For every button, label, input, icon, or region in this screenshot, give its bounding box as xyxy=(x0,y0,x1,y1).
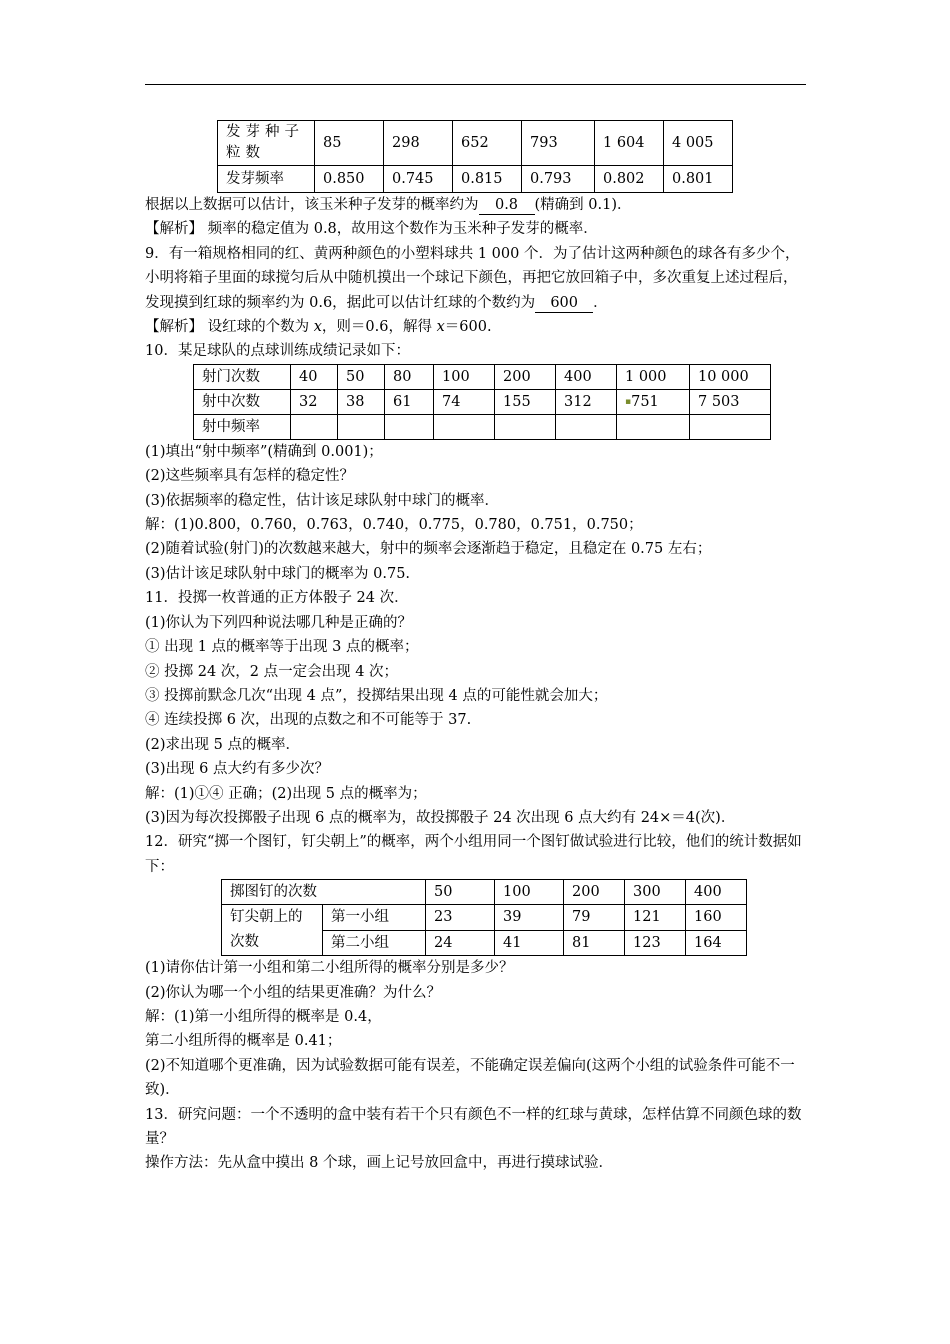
q10-line: (2)随着试验(射门)的次数越来越大，射中的频率会逐渐趋于稳定，且稳定在 0.75 左右； xyxy=(145,541,712,558)
table-cell: 121 xyxy=(625,905,686,931)
q13-question: 13．研究问题：一个不透明的盒中装有若干个只有颜色不一样的红球与黄球，怎样估算不同颜色球的数量？ xyxy=(145,1106,802,1147)
q12-intro: 12．研究“掷一个图钉，钉尖朝上”的概率，两个小组用同一个图钉做试验进行比较，他们的统计数据如下： xyxy=(145,834,802,875)
table-cell: 41 xyxy=(495,930,564,956)
q11-line: 解：(1)①④ 正确；(2)出现 5 点的概率为； xyxy=(145,785,427,802)
table-cell-label: 发芽种子粒数 xyxy=(218,121,315,166)
table-cell: 74 xyxy=(434,389,495,414)
table-cell: 123 xyxy=(625,930,686,956)
table-cell: 0.793 xyxy=(522,166,595,193)
table-cell: 298 xyxy=(384,121,453,166)
table-cell: 164 xyxy=(686,930,747,956)
table-cell: 39 xyxy=(495,905,564,931)
table-cell: 10 000 xyxy=(690,364,771,389)
table-cell xyxy=(556,414,617,439)
table-cell xyxy=(690,414,771,439)
table-cell: 1 000 xyxy=(617,364,690,389)
table-cell-label: 掷图钉的次数 xyxy=(222,880,426,905)
table-cell xyxy=(385,414,434,439)
q13-method: 操作方法：先从盒中摸出 8 个球，画上记号放回盒中，再进行摸球试验． xyxy=(145,1155,613,1172)
table-cell: 400 xyxy=(556,364,617,389)
text: 9．有一箱规格相同的红、黄两种颜色的小塑料球共 1 000 个．为了估计这两种颜色的球各有多少个，小明将箱子里面的球搅匀后从中随机摸出一个球记下颜色，再把它放回箱子中，多次重复上述过程后，发现摸到红球的频率约为 0.6，据此可以估计红球的个数约为 xyxy=(145,245,800,311)
table-cell-label: 第二小组 xyxy=(323,930,426,956)
q12-line: (2)你认为哪一个小组的结果更准确？为什么？ xyxy=(145,984,442,1001)
text: (精确到 0.1)． xyxy=(534,197,632,213)
table-cell: 80 xyxy=(385,364,434,389)
table-cell: 0.745 xyxy=(384,166,453,193)
q9-question xyxy=(145,242,810,315)
table-row xyxy=(194,364,771,389)
q11-line: (1)你认为下列四种说法哪几种是正确的？ xyxy=(145,614,413,631)
table-cell: 0.815 xyxy=(453,166,522,193)
analysis-tag: 【解析】 xyxy=(145,221,203,238)
text: 钉尖朝上的 xyxy=(230,909,303,926)
q11-line: (3)因为每次投掷骰子出现 6 点的概率为，故投掷骰子 24 次出现 6 点大约有 24×＝4(次)． xyxy=(145,809,736,826)
table-cell: 793 xyxy=(522,121,595,166)
table-cell: 79 xyxy=(564,905,625,931)
q11-line: (2)求出现 5 点的概率． xyxy=(145,736,300,753)
table-cell: 160 xyxy=(686,905,747,931)
table-cell: 0.802 xyxy=(595,166,664,193)
answer-blank: 600 xyxy=(535,294,593,313)
table-cell: 38 xyxy=(338,389,385,414)
answer-blank: 0.8 xyxy=(479,196,535,215)
table-cell: 40 xyxy=(291,364,338,389)
text: 频率的稳定值为 0.8，故用这个数作为玉米种子发芽的概率． xyxy=(207,221,598,238)
table-row xyxy=(218,166,733,193)
table-cell xyxy=(291,414,338,439)
penalty-table xyxy=(193,364,771,440)
q11-line: (3)出现 6 点大约有多少次？ xyxy=(145,761,329,778)
table-row xyxy=(218,121,733,166)
text: 次数 xyxy=(230,934,259,951)
table-cell-label: 第一小组 xyxy=(323,905,426,931)
q11-line: ④ 连续投掷 6 次，出现的点数之和不可能等于 37. xyxy=(145,712,472,729)
q12-line: (2)不知道哪个更准确，因为试验数据可能有误差，不能确定误差偏向(这两个小组的试验条件可能不一致)． xyxy=(145,1057,795,1099)
seed-germination-table xyxy=(217,120,733,193)
text: ＝600. xyxy=(444,319,492,336)
text: 设红球的个数为 xyxy=(207,319,310,336)
q10-line: (2)这些频率具有怎样的稳定性？ xyxy=(145,468,355,485)
table-cell-value: 751 xyxy=(631,393,659,410)
q10-line: (1)填出“射中频率”(精确到 0.001)； xyxy=(145,443,383,460)
table-cell: 300 xyxy=(625,880,686,905)
table-cell: 81 xyxy=(564,930,625,956)
q8-analysis xyxy=(145,217,810,241)
table-row xyxy=(194,389,771,414)
table-cell-label: 发芽频率 xyxy=(218,166,315,193)
q12-line: (1)请你估计第一小组和第二小组所得的概率分别是多少？ xyxy=(145,960,514,977)
q10-line: 解：(1)0.800，0.760，0.763，0.740，0.775，0.780，0.751，0.750； xyxy=(145,517,643,534)
variable: x xyxy=(313,319,322,336)
q11-line: ③ 投掷前默念几次“出现 4 点”，投掷结果出现 4 点的可能性就会加大； xyxy=(145,687,608,704)
table-cell: 4 005 xyxy=(664,121,733,166)
table-cell: 61 xyxy=(385,389,434,414)
table-cell: 1 604 xyxy=(595,121,664,166)
table-cell: 100 xyxy=(434,364,495,389)
document-body xyxy=(145,120,810,1176)
table-cell: 50 xyxy=(338,364,385,389)
q11-line: ① 出现 1 点的概率等于出现 3 点的概率； xyxy=(145,639,419,656)
table-cell: 0.850 xyxy=(315,166,384,193)
q10-line: (3)估计该足球队射中球门的概率为 0.75. xyxy=(145,565,411,582)
table-cell: 312 xyxy=(556,389,617,414)
table-row xyxy=(222,880,747,905)
thumbtack-table xyxy=(221,879,747,956)
cursor-mark: ▪ xyxy=(625,396,632,407)
q12-line: 第二小组所得的概率是 0.41； xyxy=(145,1033,342,1050)
text: ，则＝0.6，解得 xyxy=(321,319,432,336)
table-cell: 85 xyxy=(315,121,384,166)
variable: x xyxy=(436,319,445,336)
q9-analysis xyxy=(145,315,810,339)
table-cell: 100 xyxy=(495,880,564,905)
table-cell: 200 xyxy=(495,364,556,389)
table-cell: 24 xyxy=(426,930,495,956)
table-cell-label: 射中次数 xyxy=(194,389,291,414)
text: ． xyxy=(593,294,608,311)
q10-intro: 10．某足球队的点球训练成绩记录如下： xyxy=(145,343,410,360)
table-cell-label xyxy=(222,905,323,956)
table-row xyxy=(222,905,747,931)
table-cell: 200 xyxy=(564,880,625,905)
table-cell: 155 xyxy=(495,389,556,414)
table-cell xyxy=(617,389,690,414)
q11-line: ② 投掷 24 次，2 点一定会出现 4 次； xyxy=(145,663,399,680)
table-cell: 7 503 xyxy=(690,389,771,414)
table-cell: 400 xyxy=(686,880,747,905)
q11-line: 11．投掷一枚普通的正方体骰子 24 次． xyxy=(145,590,409,607)
table-cell: 50 xyxy=(426,880,495,905)
analysis-tag: 【解析】 xyxy=(145,319,203,336)
table-cell: 32 xyxy=(291,389,338,414)
table-cell xyxy=(434,414,495,439)
table-cell-label: 射门次数 xyxy=(194,364,291,389)
table-cell xyxy=(338,414,385,439)
q12-line: 解：(1)第一小组所得的概率是 0.4， xyxy=(145,1008,382,1025)
q8-conclusion xyxy=(145,193,810,217)
table-cell xyxy=(495,414,556,439)
text: 根据以上数据可以估计，该玉米种子发芽的概率约为 xyxy=(145,197,479,213)
q10-line: (3)依据频率的稳定性，估计该足球队射中球门的概率． xyxy=(145,492,500,509)
table-cell: 0.801 xyxy=(664,166,733,193)
table-cell: 23 xyxy=(426,905,495,931)
table-row xyxy=(194,414,771,439)
table-cell-label: 射中频率 xyxy=(194,414,291,439)
table-cell xyxy=(617,414,690,439)
header-rule xyxy=(145,84,806,85)
table-cell: 652 xyxy=(453,121,522,166)
